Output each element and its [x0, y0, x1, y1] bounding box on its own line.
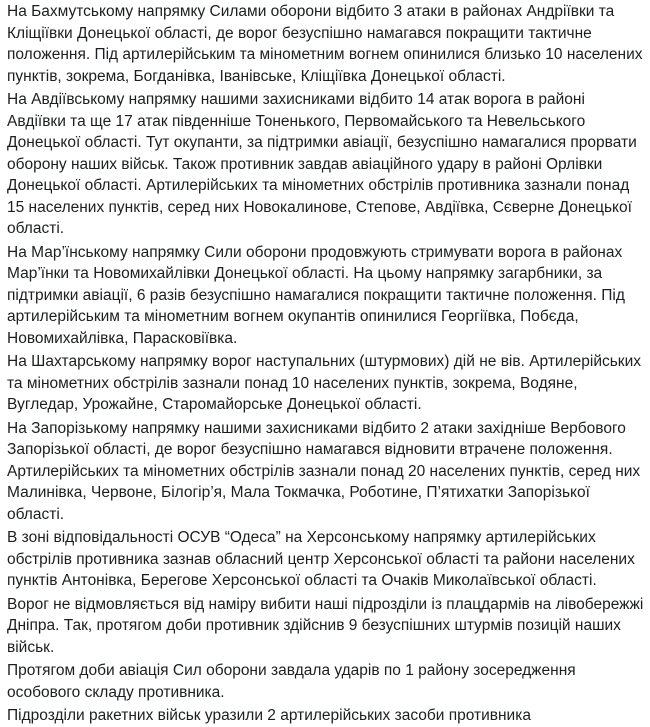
post-paragraph: На Запорізькому напрямку нашими захисниками відбито 2 атаки західніше Вербового Запорізької області, де ворог безуспішно намагався відновити втрачене положення. Артилерійських та мінометних обстрілів зазнали понад 20 населених пунктів, серед них Малинівка, Червоне, Білогір’я, Мала Токмачка, Роботине, П’ятихатки Запорізької області.	[7, 419, 645, 523]
post-paragraph: Підрозділи ракетних військ уразили 2 артилерійських засоби противника	[7, 707, 531, 724]
post-paragraph: На Мар’їнському напрямку Сили оборони продовжують стримувати ворога в районах Мар’їнки та Новомихайлівки Донецької області. На цьому напрямку загарбники, за підтримки авіації, 6 разів безуспішно намагалися покращити тактичне положення. Під артилерійським та мінометним вогнем окупантів опинилися Георгіївка, Побєда, Новомихайлівка, Парасковіївка.	[7, 243, 630, 347]
post-paragraph: На Авдіївському напрямку нашими захисниками відбито 14 атак ворога в районі Авдіївки та ще 17 атак південніше Тоненького, Первомайського та Невельського Донецької області. Тут окупанти, за підтримки авіації, безуспішно намагалися прорвати оборону наших військ. Також противник завдав авіаційного удару в районі Орлівки Донецької області. Артилерійських та мінометних обстрілів противника зазнали понад 15 населених пунктів, серед них Новокалинове, Степове, Авдіївка, Сєверне Донецької області.	[7, 91, 642, 237]
post-paragraph: Протягом доби авіація Сил оборони завдала ударів по 1 району зосередження особового складу противника.	[7, 662, 580, 701]
post-paragraph: В зоні відповідальності ОСУВ “Одеса” на Херсонському напрямку артилерійських обстрілів противника зазнав обласний центр Херсонської області та райони населених пунктів Антонівка, Берегове Херсонської області та Очаків Миколаївської області.	[7, 529, 640, 589]
post-paragraph: На Бахмутському напрямку Силами оборони відбито 3 атаки в районах Андріївки та Кліщіївки Донецької області, де ворог безуспішно намагався покращити тактичне положення. Під артилерійським та мінометним вогнем опинилися близько 10 населених пунктів, зокрема, Богданівка, Іванівське, Кліщіївка Донецької області.	[7, 3, 647, 85]
post-paragraph: Ворог не відмовляється від наміру вибити наші підрозділи із плацдармів на лівобережжі Дніпра. Так, протягом доби противник здійснив 9 безуспішних штурмів позицій наших військ.	[7, 595, 648, 656]
post-paragraph: На Шахтарському напрямку ворог наступальних (штурмових) дій не вів. Артилерійських та мінометних обстрілів зазнали понад 10 населених пунктів, зокрема, Водяне, Вугледар, Урожайне, Старомайорське Донецької області.	[7, 353, 646, 413]
